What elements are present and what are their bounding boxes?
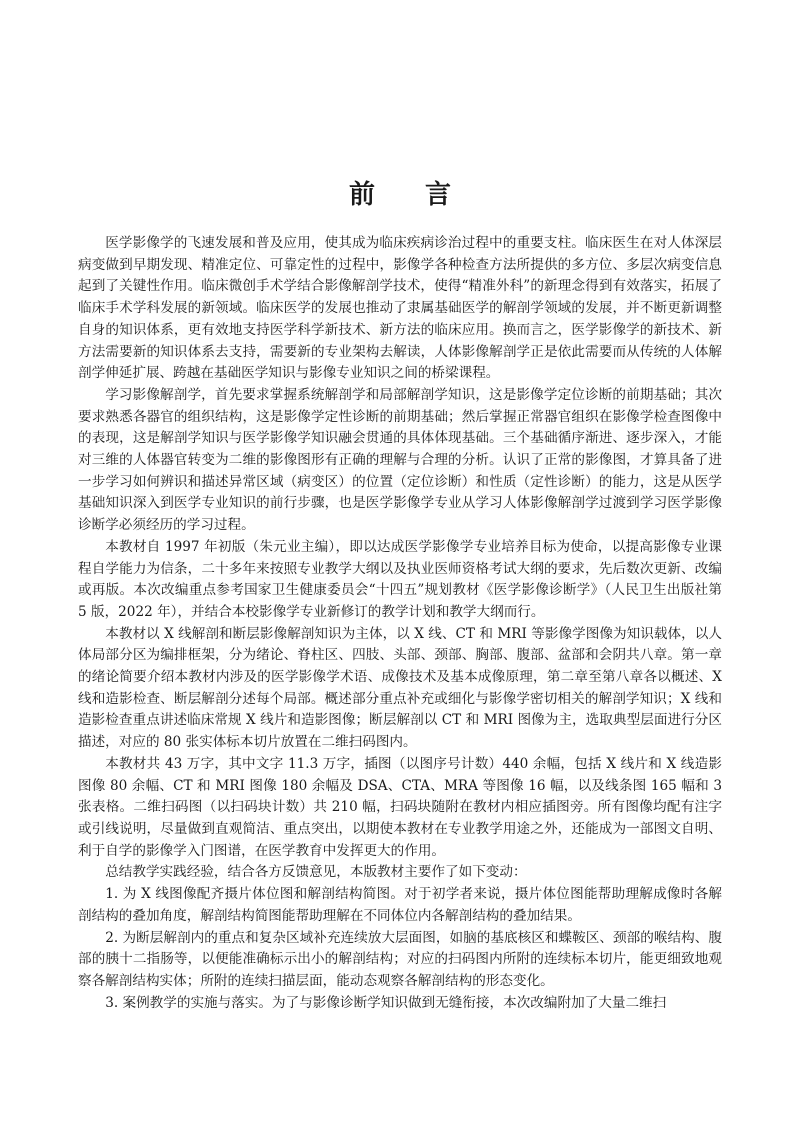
list-item-3: 3. 案例教学的实施与落实。为了与影像诊断学知识做到无缝衔接，本次改编附加了大量二维扫 [105,994,667,1011]
list-item-1: 1. 为 X 线图像配齐摄片体位图和解剖结构简图。对于初学者来说，摄片体位图能帮助理解成像时各解剖结构的叠加角度，解剖结构简图能帮助理解在不同体位内各解剖结构的叠加结果。 [78,886,722,924]
paragraph-5: 本教材共 43 万字，其中文字 11.3 万字，插图（以图序号计数）440 余幅，包括 X 线片和 X 线造影图像 80 余幅、CT 和 MRI 图像 180 余幅及 DSA、CTA、MRA 等图像 16 幅，以及线条图 165 幅和 3 张表格。二维扫码图（以扫码块计数）共 210 幅，扫码块随附在教材内相应插图旁。所有图像均配有注字或引线说明，尽量做到直观简洁、重点突出，以期使本教材在专业教学用途之外，还能成为一部图文自明、利于自学的影像学入门图谱，在医学教育中发挥更大的作用。 [78,755,722,859]
preface-body [78,233,722,1014]
paragraph-6: 总结教学实践经验，结合各方反馈意见，本版教材主要作了如下变动： [105,864,527,881]
list-item-2: 2. 为断层解剖内的重点和复杂区域补充连续放大层面图，如脑的基底核区和蝶鞍区、颈部的喉结构、腹部的胰十二指肠等，以便能准确标示出小的解剖结构；对应的扫码图内所附的连续标本切片，能更细致地观察各解剖结构实体；所附的连续扫描层面，能动态观察各解剖结构的形态变化。 [78,929,722,989]
page-title: 前言 [348,180,501,210]
paragraph-4: 本教材以 X 线解剖和断层影像解剖知识为主体，以 X 线、CT 和 MRI 等影像学图像为知识载体，以人体局部分区为编排框架，分为绪论、脊柱区、四肢、头部、颈部、胸部、腹部、盆部和会阴共八章。第一章的绪论简要介绍本教材内涉及的医学影像学术语、成像技术及基本成像原理，第二章至第八章各以概述、X 线和造影检查、断层解剖分述每个局部。概述部分重点补充或细化与影像学密切相关的解剖学知识；X 线和造影检查重点讲述临床常规 X 线片和造影图像；断层解剖以 CT 和 MRI 图像为主，选取典型层面进行分区描述，对应的 80 张实体标本切片放置在二维扫码图内。 [78,625,722,751]
paragraph-1: 医学影像学的飞速发展和普及应用，使其成为临床疾病诊治过程中的重要支柱。临床医生在对人体深层病变做到早期发现、精准定位、可靠定性的过程中，影像学各种检查方法所提供的多方位、多层次病变信息起到了关键性作用。临床微创手术学结合影像解剖学技术，使得“精准外科”的新理念得到有效落实，拓展了临床手术学科发展的新领域。临床医学的发展也推动了隶属基础医学的解剖学领域的发展，并不断更新调整自身的知识体系，更有效地支持医学科学新技术、新方法的临床应用。换而言之，医学影像学的新技术、新方法需要新的知识体系去支持，需要新的专业架构去解读，人体影像解剖学正是依此需要而从传统的人体解剖学伸延扩展、跨越在基础医学知识与影像专业知识之间的桥梁课程。 [78,235,722,382]
paragraph-2: 学习影像解剖学，首先要求掌握系统解剖学和局部解剖学知识，这是影像学定位诊断的前期基础；其次要求熟悉各器官的组织结构，这是影像学定性诊断的前期基础；然后掌握正常器官组织在影像学检查图像中的表现，这是解剖学知识与医学影像学知识融会贯通的具体体现基础。三个基础循序渐进、逐步深入，才能对三维的人体器官转变为二维的影像图形有正确的理解与合理的分析。认识了正常的影像图，才算具备了进一步学习如何辨识和描述异常区域（病变区）的位置（定位诊断）和性质（定性诊断）的能力，这是从医学基础知识深入到医学专业知识的前行步骤，也是医学影像学专业从学习人体影像解剖学过渡到学习医学影像诊断学必须经历的学习过程。 [78,386,722,534]
paragraph-3: 本教材自 1997 年初版（朱元业主编），即以达成医学影像学专业培养目标为使命，以提高影像专业课程自学能力为信条，二十多年来按照专业教学大纲以及执业医师资格考试大纲的要求，先后数次更新、改编或再版。本次改编重点参考国家卫生健康委员会“十四五”规划教材《医学影像诊断学》（人民卫生出版社第 5 版，2022 年），并结合本校影像学专业新修订的教学计划和教学大纲而行。 [78,538,722,620]
